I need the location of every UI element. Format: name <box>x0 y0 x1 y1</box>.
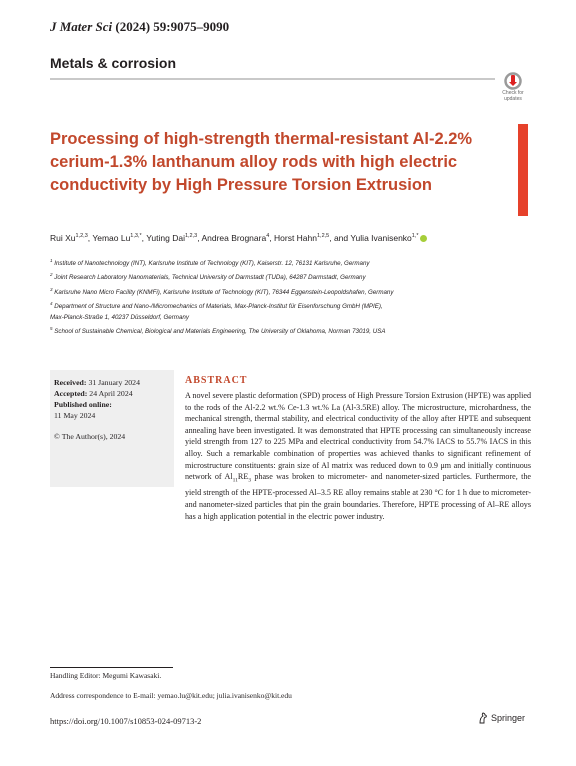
abstract-heading: ABSTRACT <box>185 375 248 386</box>
check-updates-icon <box>504 72 522 90</box>
article-title: Processing of high-strength thermal-resistant Al-2.2% cerium-1.3% lanthanum alloy rods with high electric conductivity by High Pressure Torsion Extrusion <box>50 130 473 194</box>
check-for-updates-badge[interactable] <box>498 72 528 104</box>
author[interactable]: Andrea Brognara$^4$ <box>201 233 270 243</box>
received-date: Received: 31 January 2024 <box>54 378 140 387</box>
affiliation: $^5$ School of Sustainable Chemical, Biological and Materials Engineering, The University of Oklahoma, Norman 73019, USA <box>50 326 386 336</box>
affiliation: $^2$ Joint Research Laboratory Nanomaterials, Technical University of Darmstadt (TUDa), 64287 Darmstadt, Germany <box>50 272 366 282</box>
article-category: Metals & corrosion <box>50 55 177 71</box>
journal-citation <box>50 19 229 35</box>
correspondence-address[interactable]: Address correspondence to E-mail: yemao.lu@kit.edu; julia.ivanisenko@kit.edu <box>50 691 292 700</box>
affiliation: $^4$ Department of Structure and Nano-/Micromechanics of Materials, Max-Planck-Institut für Eisenforschung GmbH (MPIE), <box>50 300 383 310</box>
author[interactable]: Rui Xu$^{1,2,3}$ <box>50 233 88 243</box>
author[interactable]: Horst Hahn$^{1,2,5}$ <box>274 233 330 243</box>
author[interactable]: Yulia Ivanisenko$^{1,*}$ <box>350 233 419 243</box>
journal-name: J Mater Sci <box>50 19 113 34</box>
affiliations <box>50 255 520 338</box>
handling-editor: Handling Editor: Megumi Kawasaki. <box>50 671 162 680</box>
license-text: © The Author(s), 2024 <box>54 432 126 441</box>
author[interactable]: Yuting Dai$^{1,2,3}$ <box>146 233 198 243</box>
check-updates-line-2: updates <box>504 96 522 102</box>
springer-wordmark: Springer <box>491 713 526 723</box>
accepted-date: Accepted: 24 April 2024 <box>54 389 133 398</box>
published-date: Published online: 11 May 2024 <box>54 400 112 420</box>
affiliation: Max-Planck-Straße 1, 40237 Düsseldorf, Germany <box>50 314 189 322</box>
affiliation: $^3$ Karlsruhe Nano Micro Facility (KNMFi), Karlsruhe Institute of Technology (KIT), 76344 Eggenstein-Leopoldshafen, Germany <box>50 286 394 296</box>
author-list: Rui Xu$^{1,2,3}$, Yemao $Lu^{1,3,*}$, Yuting Dai$^{1,2,3}$, Andrea Brognara$^4$, Horst Hahn$^{1,2,5}$, and Yulia Ivanisenko$^{1,*}$ <box>50 233 427 243</box>
article-history-box <box>50 370 174 487</box>
journal-volume: (2024) 59:9075–9090 <box>115 19 230 34</box>
accent-bar <box>518 124 528 216</box>
springer-horse-icon <box>478 712 488 724</box>
author[interactable]: Yemao $Lu^{1,3,*}$ <box>92 233 142 243</box>
header-divider <box>50 78 495 80</box>
abstract-text: A novel severe plastic deformation (SPD) process of High Pressure Torsion Extrusion (HPTE) was applied to the rods of the Al-2.2 wt.% Ce-1.3 wt.% La (Al-3.5RE) alloy. The microstructure, microhardness, the mechanical strength, thermal stability, and electrical conductivity of the alloy after HPTE and subsequent annealing have been investigated. It was demonstrated that HPTE processing can simultaneously increase yield strength from 127 to 225 MPa and electrical conductivity from 54.7% IACS to 55.7% IACS in this alloy. Such a remarkable combination of properties was achieved thanks to significant refinement of microstructure constituents: grain size of Al matrix was reduced down to 0.9 μm and initially continuous network of $Al_{11}RE_3$ phase was broken to micrometer- and nanometer-sized particles. Furthermore, the yield strength of the HPTE-processed Al–3.5 RE alloy remains stable at 230 °C for 1 h due to micrometer- and nanometer-sized particles that pin the grain boundaries. Therefore, HPTE processing of Al–RE alloys has a high application potential in the electric power industry. <box>185 391 531 521</box>
check-updates-line-1: Check for <box>502 90 524 96</box>
doi-link[interactable]: https://doi.org/10.1007/s10853-024-09713-2 <box>50 716 202 726</box>
orcid-icon[interactable] <box>420 235 427 242</box>
footnote-divider <box>50 667 173 668</box>
springer-logo[interactable] <box>478 712 525 724</box>
affiliation: $^1$ Institute of Nanotechnology (INT), Karlsruhe Institute of Technology (KIT), Kaiserstr. 12, 76131 Karlsruhe, Germany <box>50 258 370 268</box>
